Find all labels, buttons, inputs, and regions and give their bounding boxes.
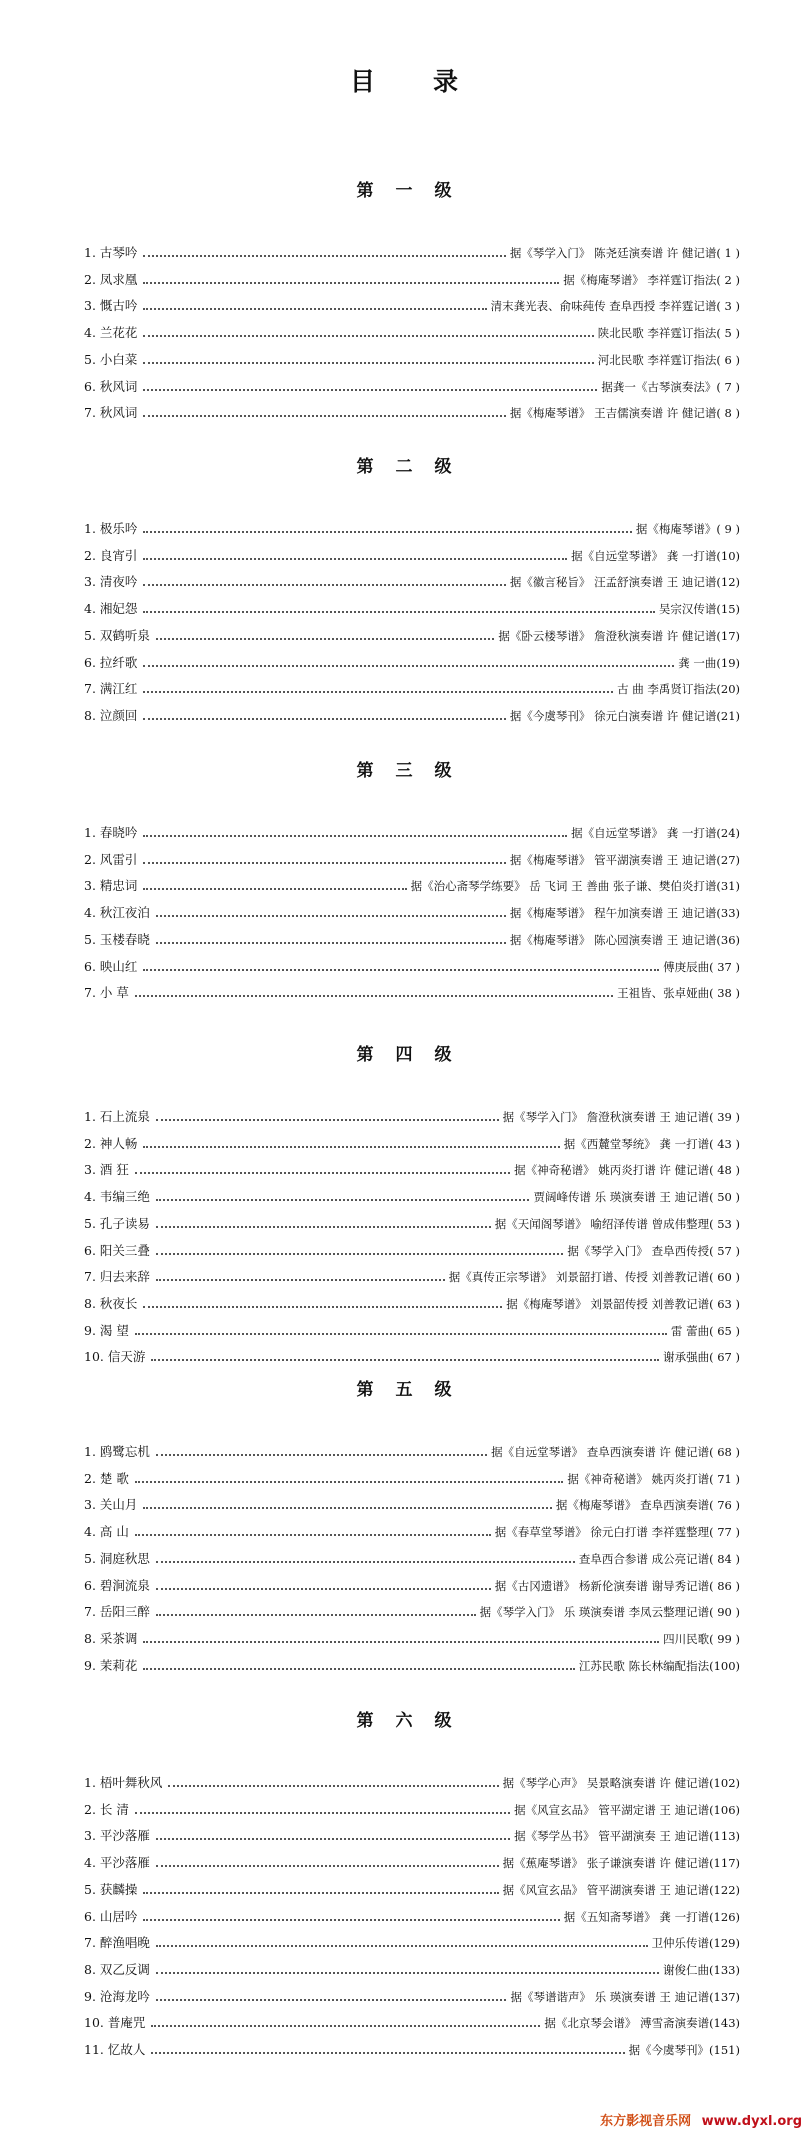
toc-entry bbox=[84, 1265, 740, 1285]
entry-title: 2. 凤求凰 bbox=[84, 272, 138, 287]
entry-title: 3. 酒 狂 bbox=[84, 1162, 129, 1177]
toc-entry bbox=[84, 597, 740, 617]
entry-source-and-page: 据《今虞琴刊》 徐元白演奏谱 许 健记谱(21) bbox=[509, 709, 740, 723]
entry-title: 6. 碧涧流泉 bbox=[84, 1578, 150, 1593]
entry-title: 2. 良宵引 bbox=[84, 548, 138, 563]
entry-title: 6. 山居吟 bbox=[84, 1909, 138, 1924]
dot-leader bbox=[156, 915, 506, 917]
toc-entry bbox=[84, 1158, 740, 1178]
dot-leader bbox=[143, 1641, 659, 1643]
entry-title: 7. 岳阳三醉 bbox=[84, 1604, 150, 1619]
entry-source-and-page: 江苏民歌 陈长林编配指法(100) bbox=[578, 1659, 740, 1673]
toc-entry bbox=[84, 1771, 740, 1791]
entry-source-and-page: 据《梅庵琴谱》 陈心园演奏谱 王 迪记谱(36) bbox=[509, 933, 740, 947]
dot-leader bbox=[156, 638, 495, 640]
entry-source-and-page: 据《北京琴会谱》 溥雪斋演奏谱(143) bbox=[544, 2016, 740, 2030]
toc-entry bbox=[84, 1574, 740, 1594]
dot-leader bbox=[156, 1945, 648, 1947]
entry-source-and-page: 据《梅庵琴谱》 管平湖演奏谱 王 迪记谱(27) bbox=[509, 853, 740, 867]
entry-source-and-page: 据《天闻阁琴谱》 喻绍泽传谱 曾成伟整理( 53 ) bbox=[494, 1217, 740, 1231]
entry-title: 6. 映山红 bbox=[84, 959, 138, 974]
entry-source-and-page: 据《风宣玄品》 管平湖定谱 王 迪记谱(106) bbox=[514, 1803, 740, 1817]
entry-title: 1. 极乐吟 bbox=[84, 521, 138, 536]
entry-source-and-page: 据龚一《古琴演奏法》( 7 ) bbox=[601, 380, 740, 394]
dot-leader bbox=[143, 969, 659, 971]
dot-leader bbox=[143, 1892, 498, 1894]
toc-entry bbox=[84, 1105, 740, 1125]
entry-title: 9. 茉莉花 bbox=[84, 1658, 138, 1673]
entry-title: 4. 秋江夜泊 bbox=[84, 905, 150, 920]
entry-source-and-page: 据《自远堂琴谱》 龚 一打谱(24) bbox=[571, 826, 740, 840]
entry-title: 7. 归去来辞 bbox=[84, 1269, 150, 1284]
toc-entry bbox=[84, 268, 740, 288]
dot-leader bbox=[143, 718, 506, 720]
dot-leader bbox=[156, 1199, 530, 1201]
toc-entry bbox=[84, 651, 740, 671]
entry-title: 3. 清夜吟 bbox=[84, 574, 138, 589]
toc-entry bbox=[84, 928, 740, 948]
level-heading: 第一级 bbox=[356, 181, 474, 201]
dot-leader bbox=[135, 1812, 510, 1814]
dot-leader bbox=[151, 1359, 659, 1361]
toc-entry bbox=[84, 321, 740, 341]
toc-entry bbox=[84, 955, 740, 975]
toc-entry bbox=[84, 704, 740, 724]
entry-title: 3. 精忠词 bbox=[84, 878, 138, 893]
entry-source-and-page: 据《神奇秘谱》 姚丙炎打谱 许 健记谱( 48 ) bbox=[514, 1163, 740, 1177]
dot-leader bbox=[156, 1561, 575, 1563]
entry-source-and-page: 据《梅庵琴谱》 刘景韶传授 刘善教记谱( 63 ) bbox=[506, 1297, 740, 1311]
toc-entry bbox=[84, 1798, 740, 1818]
entry-source-and-page: 雷 蕾曲( 65 ) bbox=[670, 1324, 740, 1338]
dot-leader bbox=[143, 1668, 575, 1670]
entry-title: 1. 梧叶舞秋风 bbox=[84, 1775, 163, 1790]
toc-entry bbox=[84, 1905, 740, 1925]
dot-leader bbox=[143, 282, 559, 284]
dot-leader bbox=[143, 665, 674, 667]
dot-leader bbox=[143, 389, 597, 391]
dot-leader bbox=[156, 1279, 445, 1281]
entry-source-and-page: 据《琴学入门》 陈尧廷演奏谱 许 健记谱( 1 ) bbox=[509, 246, 740, 260]
toc-entry bbox=[84, 848, 740, 868]
toc-entry bbox=[84, 1547, 740, 1567]
toc-entry bbox=[84, 1319, 740, 1339]
dot-leader bbox=[143, 531, 631, 533]
entry-title: 4. 湘妃怨 bbox=[84, 601, 138, 616]
toc-entry bbox=[84, 901, 740, 921]
watermark bbox=[600, 2110, 802, 2129]
entry-source-and-page: 查阜西合参谱 成公亮记谱( 84 ) bbox=[578, 1552, 740, 1566]
entry-title: 4. 兰花花 bbox=[84, 325, 138, 340]
toc-entry bbox=[84, 241, 740, 261]
entry-title: 8. 泣颜回 bbox=[84, 708, 138, 723]
entry-source-and-page: 河北民歌 李祥霆订指法( 6 ) bbox=[597, 353, 740, 367]
entry-title: 6. 阳关三叠 bbox=[84, 1243, 150, 1258]
entry-source-and-page: 据《自远堂琴谱》 查阜西演奏谱 许 健记谱( 68 ) bbox=[491, 1445, 740, 1459]
entry-source-and-page: 据《风宣玄品》 管平湖演奏谱 王 迪记谱(122) bbox=[502, 1883, 740, 1897]
entry-source-and-page: 据《古冈遗谱》 杨新伦演奏谱 谢导秀记谱( 86 ) bbox=[494, 1579, 740, 1593]
dot-leader bbox=[143, 308, 486, 310]
entry-source-and-page: 龚 一曲(19) bbox=[678, 656, 740, 670]
entry-source-and-page: 据《梅庵琴谱》 王吉儒演奏谱 许 健记谱( 8 ) bbox=[509, 406, 740, 420]
dot-leader bbox=[135, 1481, 564, 1483]
dot-leader bbox=[143, 888, 406, 890]
dot-leader bbox=[156, 1119, 499, 1121]
entry-source-and-page: 谢俊仁曲(133) bbox=[663, 1963, 740, 1977]
entry-title: 4. 韦编三绝 bbox=[84, 1189, 150, 1204]
toc-entry bbox=[84, 624, 740, 644]
entry-title: 2. 长 清 bbox=[84, 1802, 129, 1817]
dot-leader bbox=[156, 1588, 491, 1590]
entry-source-and-page: 据《真传正宗琴谱》 刘景韶打谱、传授 刘善教记谱( 60 ) bbox=[448, 1270, 740, 1284]
dot-leader bbox=[135, 1172, 510, 1174]
entry-title: 6. 拉纤歌 bbox=[84, 655, 138, 670]
entry-source-and-page: 据《琴谱谐声》 乐 瑛演奏谱 王 迪记谱(137) bbox=[510, 1990, 740, 2004]
entry-title: 1. 古琴吟 bbox=[84, 245, 138, 260]
entry-title: 7. 小 草 bbox=[84, 985, 129, 1000]
toc-entry bbox=[84, 821, 740, 841]
toc-entry bbox=[84, 1440, 740, 1460]
toc-entry bbox=[84, 1985, 740, 2005]
toc-entry bbox=[84, 1627, 740, 1647]
toc-entry bbox=[84, 1851, 740, 1871]
entry-title: 4. 平沙落雁 bbox=[84, 1855, 150, 1870]
dot-leader bbox=[143, 835, 567, 837]
level-heading: 第二级 bbox=[356, 457, 474, 477]
entry-title: 1. 石上流泉 bbox=[84, 1109, 150, 1124]
entry-title: 5. 洞庭秋思 bbox=[84, 1551, 150, 1566]
entry-source-and-page: 清末龚光表、俞味莼传 查阜西授 李祥霆记谱( 3 ) bbox=[490, 299, 740, 313]
dot-leader bbox=[143, 558, 567, 560]
entry-source-and-page: 据《西麓堂琴统》 龚 一打谱( 43 ) bbox=[563, 1137, 740, 1151]
entry-source-and-page: 据《梅庵琴谱》 查阜西演奏谱( 76 ) bbox=[555, 1498, 740, 1512]
entry-source-and-page: 据《自远堂琴谱》 龚 一打谱(10) bbox=[571, 549, 740, 563]
dot-leader bbox=[135, 995, 613, 997]
entry-source-and-page: 据《琴学入门》 查阜西传授( 57 ) bbox=[567, 1244, 740, 1258]
entry-source-and-page: 谢承强曲( 67 ) bbox=[663, 1350, 740, 1364]
dot-leader bbox=[143, 415, 506, 417]
entry-title: 10. 信天游 bbox=[84, 1349, 146, 1364]
watermark-site-name: 东方影视音乐网 bbox=[600, 2114, 692, 2129]
entry-title: 3. 平沙落雁 bbox=[84, 1828, 150, 1843]
toc-entry bbox=[84, 544, 740, 564]
dot-leader bbox=[143, 255, 506, 257]
dot-leader bbox=[156, 1865, 499, 1867]
entry-source-and-page: 据《梅庵琴谱》( 9 ) bbox=[635, 522, 740, 536]
entry-source-and-page: 卫仲乐传谱(129) bbox=[651, 1936, 740, 1950]
toc-entry bbox=[84, 1654, 740, 1674]
entry-title: 2. 楚 歌 bbox=[84, 1471, 129, 1486]
dot-leader bbox=[156, 942, 506, 944]
toc-entry bbox=[84, 981, 740, 1001]
entry-source-and-page: 据《神奇秘谱》 姚丙炎打谱( 71 ) bbox=[567, 1472, 740, 1486]
dot-leader bbox=[151, 2052, 624, 2054]
entry-source-and-page: 据《梅庵琴谱》 程午加演奏谱 王 迪记谱(33) bbox=[509, 906, 740, 920]
entry-title: 3. 慨古吟 bbox=[84, 298, 138, 313]
entry-source-and-page: 四川民歌( 99 ) bbox=[663, 1632, 740, 1646]
toc-entry bbox=[84, 517, 740, 537]
entry-title: 5. 孔子读易 bbox=[84, 1216, 150, 1231]
level-heading: 第三级 bbox=[356, 761, 474, 781]
entry-title: 8. 秋夜长 bbox=[84, 1296, 138, 1311]
entry-source-and-page: 据《春草堂琴谱》 徐元白打谱 李祥霆整理( 77 ) bbox=[494, 1525, 740, 1539]
entry-title: 8. 双乙反调 bbox=[84, 1962, 150, 1977]
entry-source-and-page: 贾阔峰传谱 乐 瑛演奏谱 王 迪记谱( 50 ) bbox=[533, 1190, 740, 1204]
watermark-url: www.dyxl.org bbox=[701, 2114, 802, 2129]
entry-source-and-page: 据《徽言秘旨》 汪孟舒演奏谱 王 迪记谱(12) bbox=[509, 575, 740, 589]
entry-title: 2. 风雷引 bbox=[84, 852, 138, 867]
entry-source-and-page: 据《琴学入门》 詹澄秋演奏谱 王 迪记谱( 39 ) bbox=[502, 1110, 740, 1124]
entry-source-and-page: 王祖皆、张卓娅曲( 38 ) bbox=[617, 986, 740, 1000]
dot-leader bbox=[156, 1999, 507, 2001]
toc-entry bbox=[84, 2011, 740, 2031]
toc-entry bbox=[84, 1212, 740, 1232]
dot-leader bbox=[156, 1614, 476, 1616]
toc-entry bbox=[84, 1600, 740, 1620]
toc-entry bbox=[84, 1958, 740, 1978]
toc-entry bbox=[84, 1292, 740, 1312]
dot-leader bbox=[135, 1333, 667, 1335]
toc-entry bbox=[84, 348, 740, 368]
toc-entry bbox=[84, 570, 740, 590]
entry-title: 1. 春晓吟 bbox=[84, 825, 138, 840]
dot-leader bbox=[168, 1785, 498, 1787]
entry-title: 2. 神人畅 bbox=[84, 1136, 138, 1151]
dot-leader bbox=[143, 362, 593, 364]
dot-leader bbox=[143, 1146, 559, 1148]
toc-entry bbox=[84, 294, 740, 314]
entry-title: 7. 醉渔唱晚 bbox=[84, 1935, 150, 1950]
entry-source-and-page: 据《琴学心声》 吴景略演奏谱 许 健记谱(102) bbox=[502, 1776, 740, 1790]
entry-title: 9. 沧海龙吟 bbox=[84, 1989, 150, 2004]
entry-title: 5. 获麟操 bbox=[84, 1882, 138, 1897]
toc-entry bbox=[84, 2038, 740, 2058]
dot-leader bbox=[143, 691, 613, 693]
toc-entry bbox=[84, 1345, 740, 1365]
toc-entry bbox=[84, 1878, 740, 1898]
dot-leader bbox=[143, 584, 506, 586]
dot-leader bbox=[156, 1226, 491, 1228]
dot-leader bbox=[151, 2025, 540, 2027]
entry-title: 9. 渴 望 bbox=[84, 1323, 129, 1338]
entry-title: 3. 关山月 bbox=[84, 1497, 138, 1512]
entry-source-and-page: 据《治心斋琴学练要》 岳 飞词 王 善曲 张子谦、樊伯炎打谱(31) bbox=[410, 879, 740, 893]
entry-source-and-page: 古 曲 李禹贤订指法(20) bbox=[617, 682, 740, 696]
toc-entry bbox=[84, 1132, 740, 1152]
toc-entry bbox=[84, 1520, 740, 1540]
dot-leader bbox=[156, 1838, 510, 1840]
entry-source-and-page: 据《琴学入门》 乐 瑛演奏谱 李凤云整理记谱( 90 ) bbox=[479, 1605, 740, 1619]
entry-title: 5. 小白菜 bbox=[84, 352, 138, 367]
entry-title: 5. 玉楼春晓 bbox=[84, 932, 150, 947]
entry-title: 8. 采茶调 bbox=[84, 1631, 138, 1646]
level-heading: 第六级 bbox=[356, 1711, 474, 1731]
entry-source-and-page: 据《卧云楼琴谱》 詹澄秋演奏谱 许 健记谱(17) bbox=[498, 629, 740, 643]
level-heading: 第四级 bbox=[356, 1045, 474, 1065]
entry-title: 11. 忆故人 bbox=[84, 2042, 146, 2057]
toc-entry bbox=[84, 874, 740, 894]
level-heading: 第五级 bbox=[356, 1380, 474, 1400]
entry-source-and-page: 据《蕉庵琴谱》 张子谦演奏谱 许 健记谱(117) bbox=[502, 1856, 740, 1870]
toc-entry bbox=[84, 1185, 740, 1205]
toc-entry bbox=[84, 1239, 740, 1259]
dot-leader bbox=[143, 1919, 559, 1921]
entry-source-and-page: 陕北民歌 李祥霆订指法( 5 ) bbox=[597, 326, 740, 340]
toc-entry bbox=[84, 1467, 740, 1487]
toc-entry bbox=[84, 677, 740, 697]
toc-entry bbox=[84, 375, 740, 395]
entry-title: 7. 满江红 bbox=[84, 681, 138, 696]
toc-entry bbox=[84, 1931, 740, 1951]
toc-entry bbox=[84, 1493, 740, 1513]
dot-leader bbox=[156, 1972, 659, 1974]
dot-leader bbox=[143, 862, 506, 864]
toc-entry bbox=[84, 1824, 740, 1844]
entry-source-and-page: 吴宗汉传谱(15) bbox=[658, 602, 740, 616]
dot-leader bbox=[156, 1253, 564, 1255]
toc-entry bbox=[84, 401, 740, 421]
dot-leader bbox=[143, 1306, 502, 1308]
entry-title: 7. 秋风词 bbox=[84, 405, 138, 420]
entry-source-and-page: 据《五知斋琴谱》 龚 一打谱(126) bbox=[563, 1910, 740, 1924]
entry-source-and-page: 据《今虞琴刊》(151) bbox=[628, 2043, 740, 2057]
page-title: 目录 bbox=[349, 67, 516, 96]
entry-title: 6. 秋风词 bbox=[84, 379, 138, 394]
dot-leader bbox=[143, 611, 654, 613]
entry-source-and-page: 傅庚辰曲( 37 ) bbox=[663, 960, 740, 974]
dot-leader bbox=[143, 1507, 552, 1509]
dot-leader bbox=[156, 1454, 487, 1456]
entry-source-and-page: 据《梅庵琴谱》 李祥霆订指法( 2 ) bbox=[563, 273, 740, 287]
dot-leader bbox=[135, 1534, 491, 1536]
entry-title: 5. 双鹤听泉 bbox=[84, 628, 150, 643]
dot-leader bbox=[143, 335, 593, 337]
entry-title: 1. 鸥鹭忘机 bbox=[84, 1444, 150, 1459]
entry-title: 10. 普庵咒 bbox=[84, 2015, 146, 2030]
entry-source-and-page: 据《琴学丛书》 管平湖演奏 王 迪记谱(113) bbox=[514, 1829, 740, 1843]
entry-title: 4. 高 山 bbox=[84, 1524, 129, 1539]
